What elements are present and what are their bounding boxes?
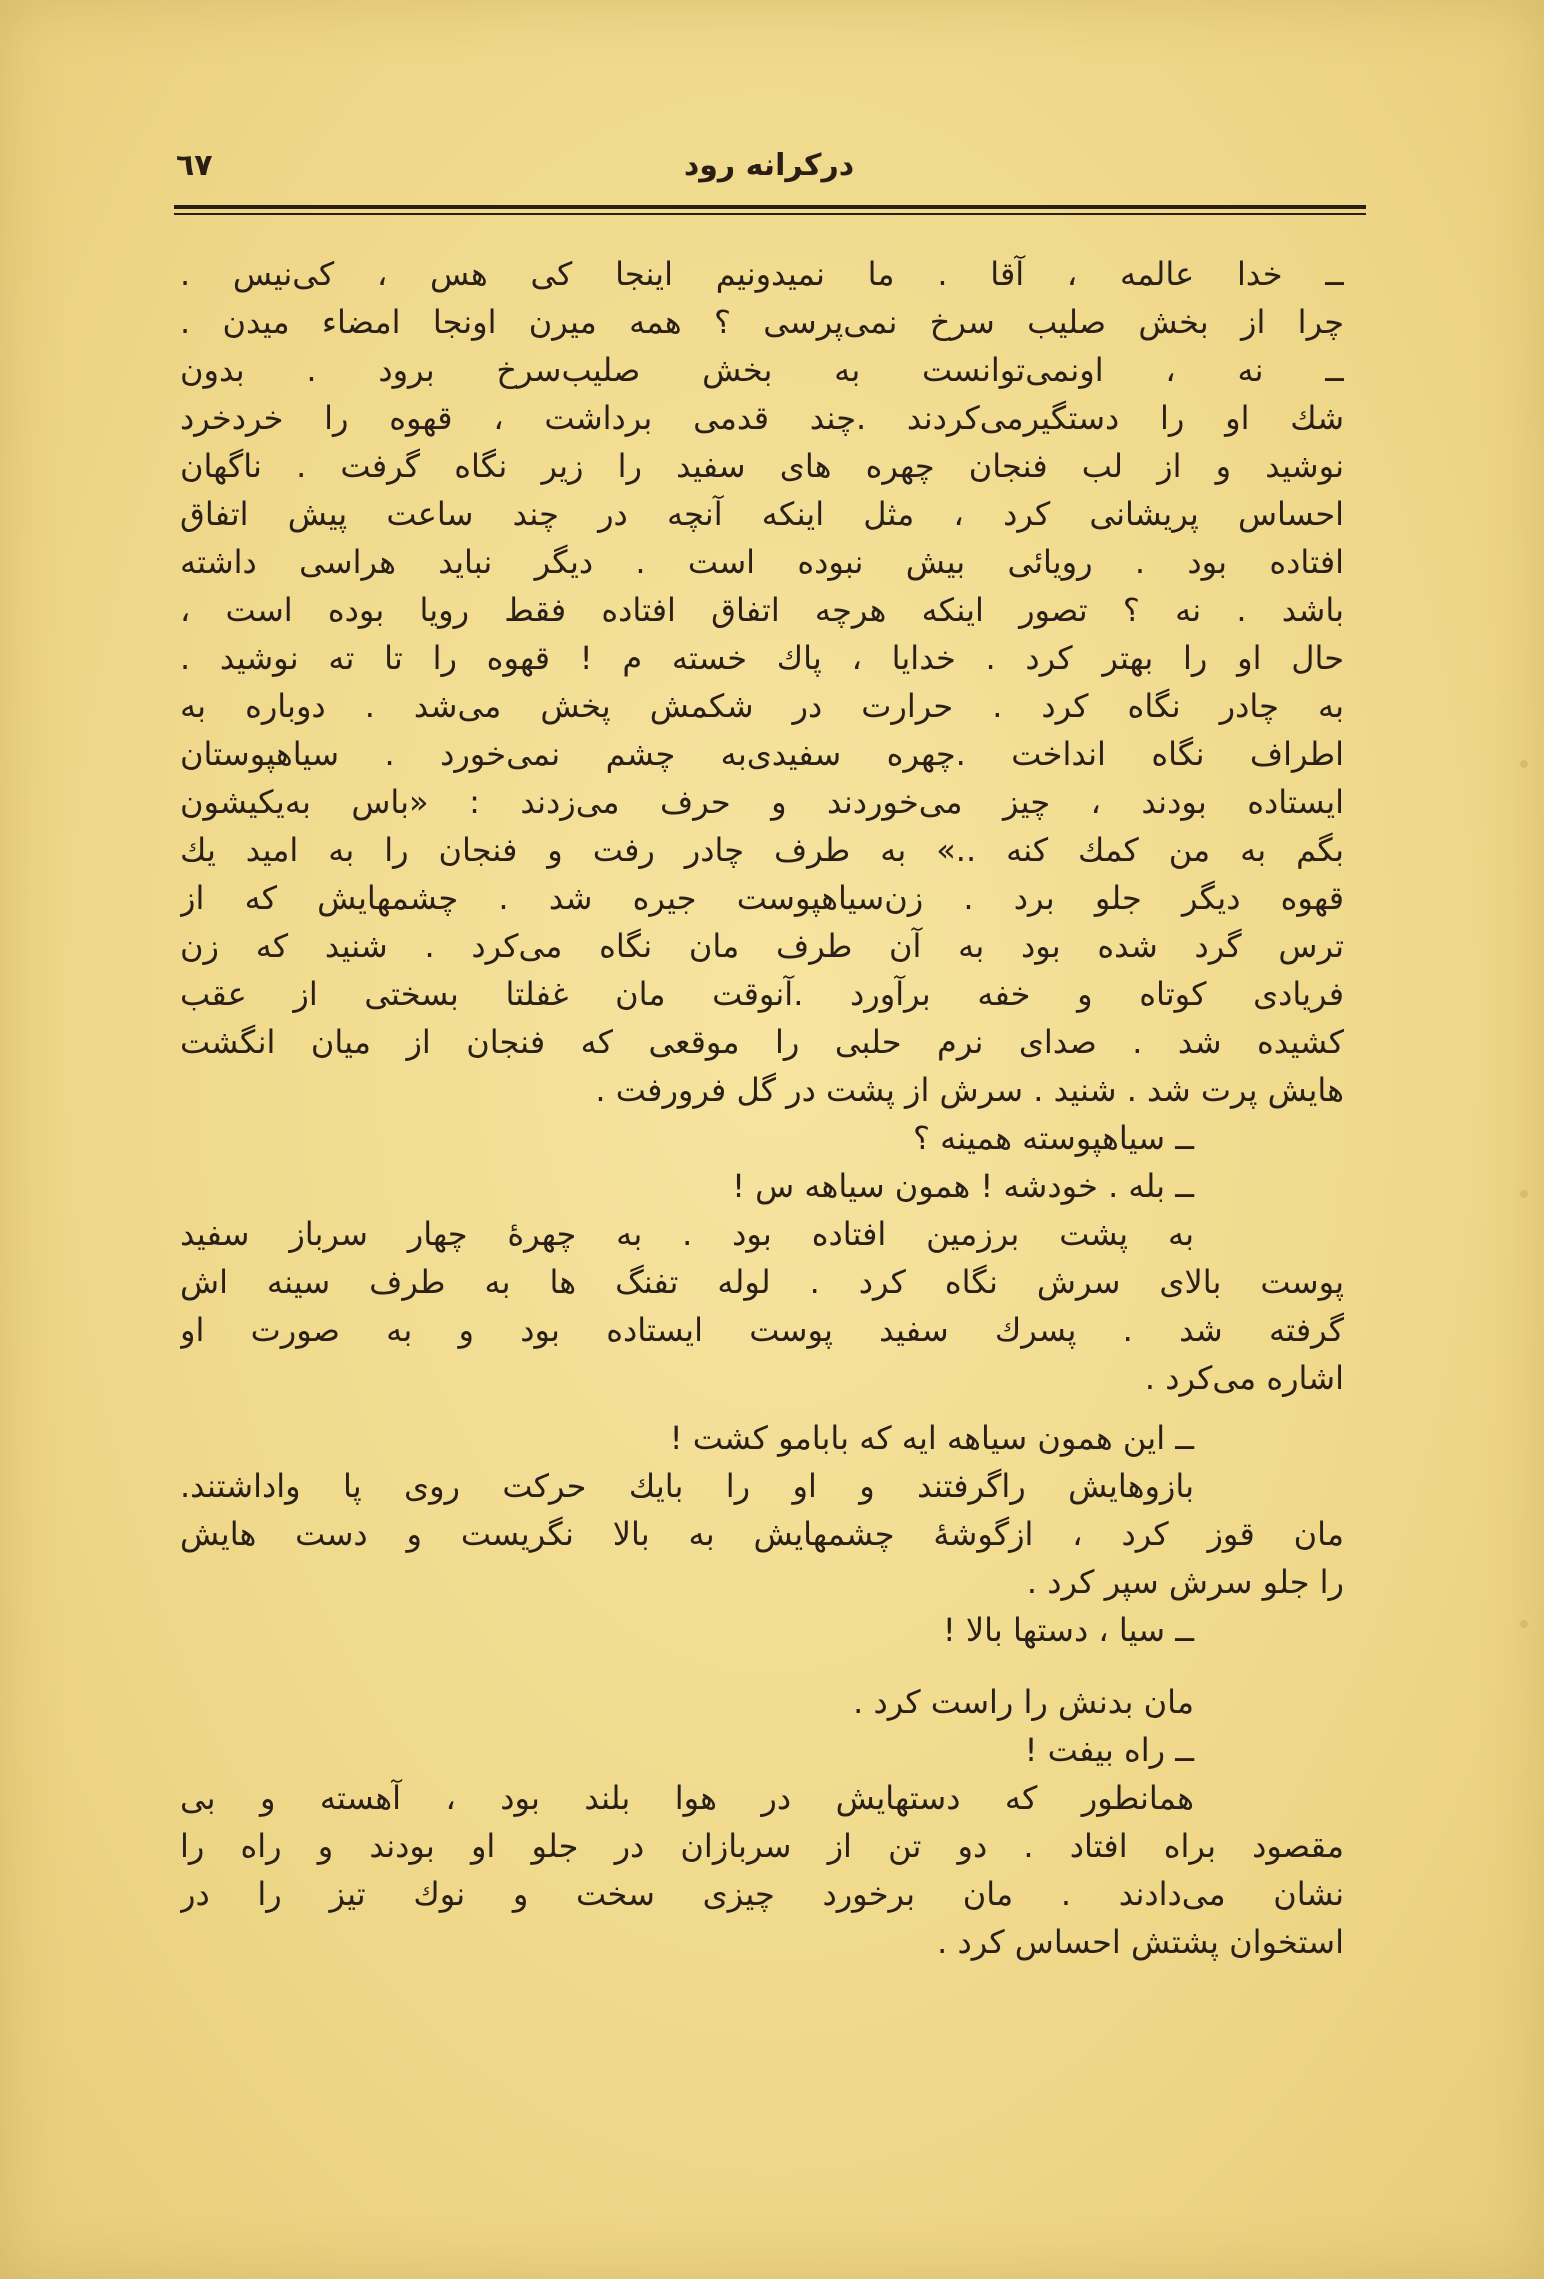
text-line: چرا از بخش صلیب سرخ نمی‌پرسی ؟ همه میرن اونجا امضاء میدن .	[180, 303, 1344, 341]
text-line: مان بدنش را راست کرد .	[853, 1683, 1194, 1721]
page-header	[176, 148, 1362, 198]
text-line: به چادر نگاه کرد . حرارت در شکمش پخش می‌شد . دوباره به	[180, 687, 1344, 725]
text-line: بگم به من کمك کنه ..» به طرف چادر رفت و فنجان را به امید یك	[180, 831, 1344, 869]
text-line: فریادی کوتاه و خفه برآورد .آنوقت مان غفلتا بسختی از عقب	[180, 975, 1344, 1013]
page-number: ٦٧	[176, 148, 213, 183]
text-line: قهوه دیگر جلو برد . زن‌سیاهپوست جیره شد . چشمهایش که از	[180, 879, 1344, 917]
body-text	[180, 250, 1344, 1966]
text-line: ــ نه ، اونمی‌توانست به بخش صلیب‌سرخ برود . بدون	[180, 351, 1344, 389]
text-line: پوست بالای سرش نگاه کرد . لوله تفنگ ها به طرف سینه اش	[180, 1263, 1344, 1301]
dialog-line: ــ راه بیفت !	[1024, 1731, 1194, 1769]
dialog-line: ــ سیا ، دستها بالا !	[942, 1611, 1194, 1649]
header-rule-thin	[174, 213, 1366, 215]
text-line: هایش پرت شد . شنید . سرش از پشت در گل فرورفت .	[595, 1071, 1344, 1109]
text-line: ــ خدا عالمه ، آقا . ما نمیدونیم اینجا کی هس ، کی‌نیس .	[180, 255, 1344, 293]
text-line: به پشت برزمین افتاده بود . به چهرهٔ چهار سرباز سفید	[180, 1215, 1194, 1253]
text-line: همانطور که دستهایش در هوا بلند بود ، آهسته و بی	[180, 1779, 1194, 1817]
text-line: حال او را بهتر کرد . خدایا ، پاك خسته م ! قهوه را تا ته نوشید .	[180, 639, 1344, 677]
text-line: ایستاده بودند ، چیز می‌خوردند و حرف می‌زدند : «باس به‌یکیشون	[180, 783, 1344, 821]
dialog-line: ــ بله . خودشه ! همون سیاهه س !	[732, 1167, 1194, 1205]
text-line: کشیده شد . صدای نرم حلبی را موقعی که فنجان از میان انگشت	[180, 1023, 1344, 1061]
text-line: ترس گرد شده بود به آن طرف مان نگاه می‌کرد . شنید که زن	[180, 927, 1344, 965]
text-line: اشاره می‌کرد .	[1144, 1359, 1344, 1397]
text-line: احساس پریشانی کرد ، مثل اینکه آنچه در چند ساعت پیش اتفاق	[180, 495, 1344, 533]
text-line: افتاده بود . رویائی بیش نبوده است . دیگر نباید هراسی داشته	[180, 543, 1344, 581]
text-line: را جلو سرش سپر کرد .	[1026, 1563, 1344, 1601]
header-rule	[174, 205, 1366, 209]
spacer	[180, 1654, 1344, 1678]
text-line: باشد . نه ؟ تصور اینکه هرچه اتفاق افتاده فقط رویا بوده است ،	[180, 591, 1344, 629]
dialog-line: ــ سیاهپوسته همینه ؟	[913, 1119, 1194, 1157]
text-line: بازوهایش راگرفتند و او را بایك حرکت روی پا واداشتند.	[180, 1467, 1194, 1505]
text-line: مقصود براه افتاد . دو تن از سربازان در جلو او بودند و راه را	[180, 1827, 1344, 1865]
text-line: گرفته شد . پسرك سفید پوست ایستاده بود و به صورت او	[180, 1311, 1344, 1349]
binding-hole	[1520, 760, 1528, 768]
binding-hole	[1520, 1620, 1528, 1628]
text-line: استخوان پشتش احساس کرد .	[937, 1923, 1344, 1961]
text-line: مان قوز کرد ، ازگوشهٔ چشمهایش به بالا نگریست و دست هایش	[180, 1515, 1344, 1553]
running-title: درکرانه رود	[683, 148, 855, 183]
text-line: نوشید و از لب فنجان چهره های سفید را زیر نگاه گرفت . ناگهان	[180, 447, 1344, 485]
spacer	[180, 1402, 1344, 1414]
dialog-line: ــ این همون سیاهه ایه که بابامو کشت !	[669, 1419, 1194, 1457]
text-line: نشان می‌دادند . مان برخورد چیزی سخت و نوك تیز را در	[180, 1875, 1344, 1913]
text-line: شك او را دستگیرمی‌کردند .چند قدمی برداشت ، قهوه را خردخرد	[180, 399, 1344, 437]
text-line: اطراف نگاه انداخت .چهره سفیدی‌به چشم نمی‌خورد . سیاهپوستان	[180, 735, 1344, 773]
binding-hole	[1520, 1190, 1528, 1198]
